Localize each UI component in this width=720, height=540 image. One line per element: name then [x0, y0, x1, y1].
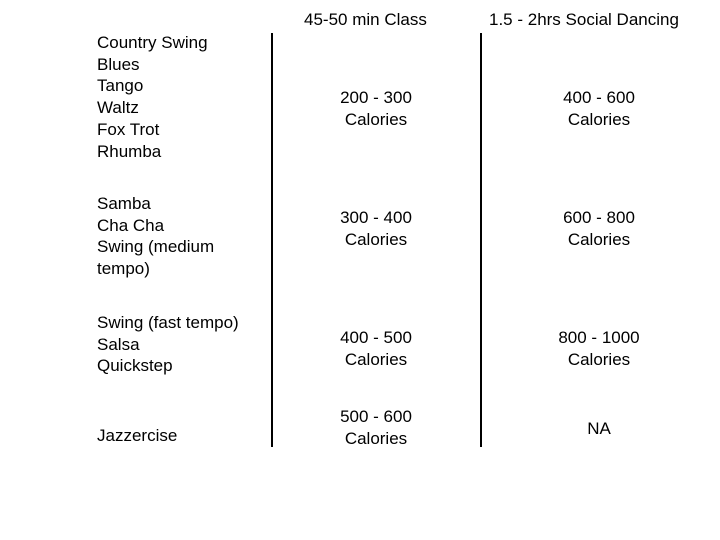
dance-name: Swing (medium	[97, 237, 215, 257]
calorie-range: 200 - 300	[340, 88, 412, 107]
dance-name: Tango	[97, 76, 144, 96]
calorie-range: 400 - 600	[563, 88, 635, 107]
calorie-unit: Calories	[344, 229, 408, 249]
divider-line-right	[480, 33, 482, 447]
calorie-unit: Calories	[344, 109, 408, 129]
class-calories-row-4	[286, 406, 466, 449]
dance-list-row-1	[97, 32, 208, 162]
class-calories-row-1	[286, 87, 466, 130]
calorie-unit: Calories	[567, 349, 631, 369]
dance-name: Jazzercise	[97, 426, 178, 445]
dance-name: Blues	[97, 54, 140, 74]
calorie-unit: Calories	[567, 109, 631, 129]
dance-name: Swing (fast tempo)	[97, 313, 239, 332]
class-calories-row-3	[286, 327, 466, 370]
dance-name: Cha Cha	[97, 215, 165, 235]
header-social: 1.5 - 2hrs Social Dancing	[489, 10, 679, 29]
header-class: 45-50 min Class	[304, 10, 427, 29]
social-calories-row-4	[509, 418, 689, 440]
dance-list-row-2	[97, 193, 214, 280]
dance-list-row-4	[97, 425, 177, 447]
calorie-unit: Calories	[344, 428, 408, 448]
calorie-unit: Calories	[567, 229, 631, 249]
dance-name: Waltz	[97, 98, 139, 118]
social-calories-row-2	[509, 207, 689, 250]
dance-name: Salsa	[97, 334, 140, 354]
calorie-value: NA	[587, 419, 611, 438]
calorie-range: 600 - 800	[563, 208, 635, 227]
calorie-unit: Calories	[344, 349, 408, 369]
dance-name: Country Swing	[97, 33, 208, 52]
dance-name: Fox Trot	[97, 119, 160, 139]
calorie-range: 500 - 600	[340, 407, 412, 426]
divider-line-left	[271, 33, 273, 447]
dance-name: Rhumba	[97, 141, 162, 161]
calorie-range: 800 - 1000	[558, 328, 640, 347]
class-calories-row-2	[286, 207, 466, 250]
dance-name: Samba	[97, 194, 151, 213]
social-calories-row-1	[509, 87, 689, 130]
dance-list-row-3	[97, 312, 239, 377]
social-calories-row-3	[509, 327, 689, 370]
calorie-range: 300 - 400	[340, 208, 412, 227]
dance-name: Quickstep	[97, 356, 173, 376]
dance-name: tempo)	[97, 259, 150, 279]
calorie-range: 400 - 500	[340, 328, 412, 347]
